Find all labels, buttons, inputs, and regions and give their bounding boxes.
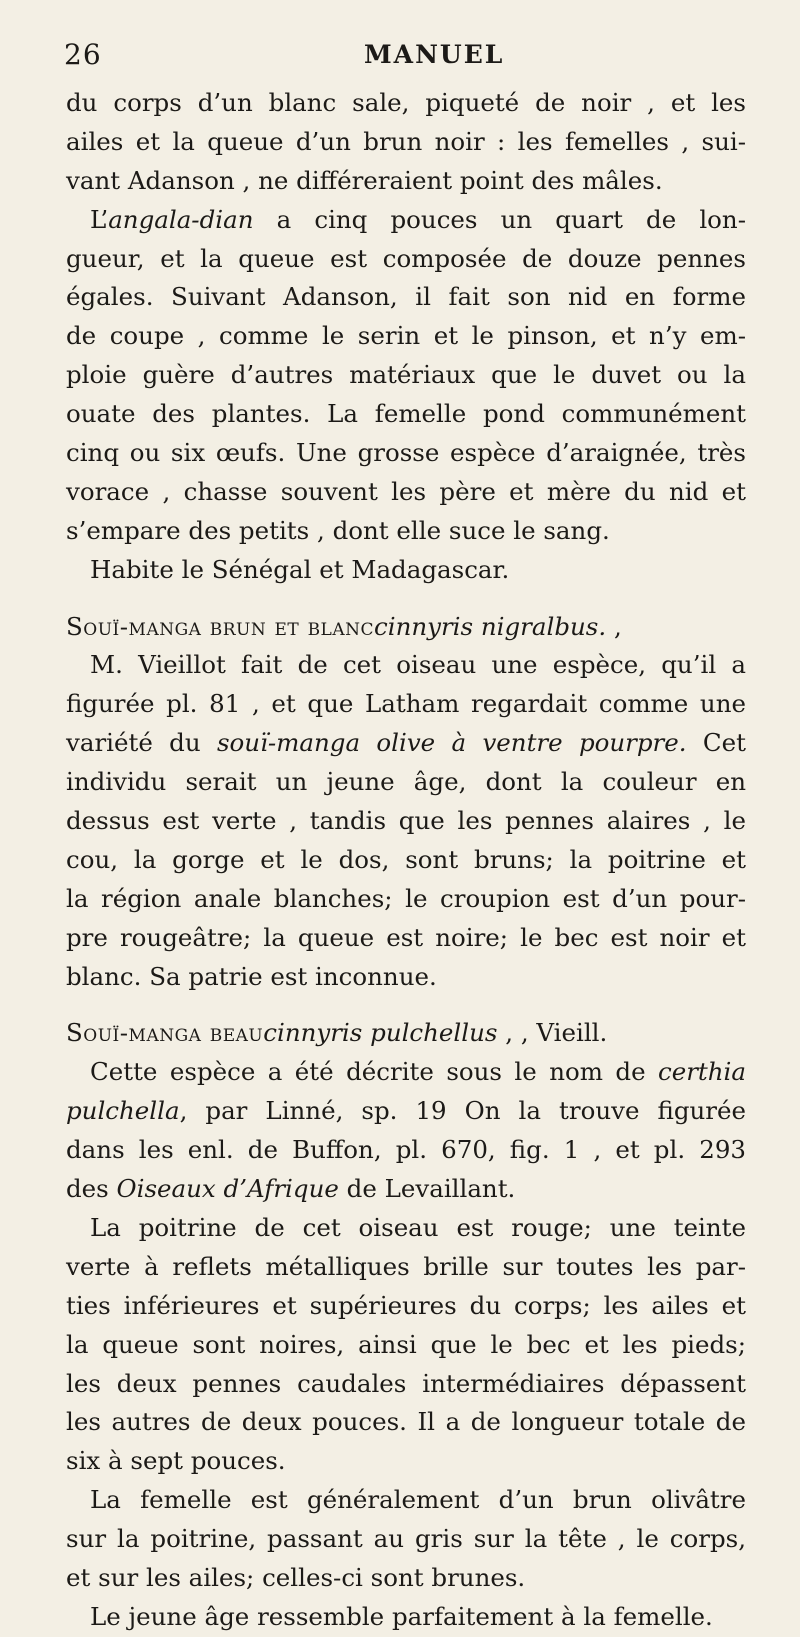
text-span: variété du <box>66 728 217 758</box>
text-line: sur la poitrine, passant au gris sur la tête , le corps, <box>66 1524 746 1554</box>
italic-name: souï-manga olive à ventre pourpre. <box>216 728 687 758</box>
text-line: ploie guère d’autres matériaux que le duvet ou la <box>66 360 746 390</box>
text-line: dessus est verte , tandis que les pennes alaires , le <box>66 806 746 836</box>
text-line: vorace , chasse souvent les père et mère du nid et <box>66 476 746 506</box>
text-line <box>66 1053 746 1092</box>
italic-name: pulchella <box>66 1096 180 1126</box>
text-line: égales. Suivant Adanson, il fait son nid en forme <box>66 282 746 312</box>
text-line <box>66 1092 746 1131</box>
text-span: , <box>497 1018 521 1048</box>
species-heading: Souï-manga beau <box>66 1018 264 1048</box>
text-span: de Levaillant. <box>338 1174 516 1204</box>
text-line: dans les enl. de Buffon, pl. 670, fig. 1 , et pl. 293 <box>66 1135 746 1165</box>
text-line <box>66 1170 746 1209</box>
text-line <box>66 724 746 763</box>
body-text <box>66 84 746 1637</box>
text-line: Le jeune âge ressemble parfaitement à la femelle. <box>90 1601 713 1631</box>
text-line: figurée pl. 81 , et que Latham regardait comme une <box>66 689 746 719</box>
text-line: pre rougeâtre; la queue est noire; le bec est noir et <box>66 922 746 952</box>
text-span: , <box>606 611 622 641</box>
text-span: , par Linné, sp. 19 On la trouve figurée <box>179 1096 746 1126</box>
text-line: M. Vieillot fait de cet oiseau une espèce, qu’il a <box>90 650 746 680</box>
text-line: les autres de deux pouces. Il a de longueur totale de <box>66 1407 746 1437</box>
italic-name: cinnyris pulchellus <box>263 1018 498 1048</box>
text-line: La femelle est généralement d’un brun olivâtre <box>90 1485 746 1515</box>
italic-name: Oiseaux d’Afrique <box>116 1174 339 1204</box>
text-line: s’empare des petits , dont elle suce le sang. <box>66 515 610 545</box>
page-number: 26 <box>64 38 102 71</box>
italic-name: angala-dian <box>108 204 254 234</box>
text-line: individu serait un jeune âge, dont la couleur en <box>66 767 746 797</box>
text-line: ailes et la queue d’un brun noir : les femelles , sui- <box>66 126 746 156</box>
text-span: , Vieill. <box>520 1018 608 1048</box>
text-line: ouate des plantes. La femelle pond communément <box>66 399 746 429</box>
text-line: La poitrine de cet oiseau est rouge; une teinte <box>90 1212 746 1242</box>
italic-name: cinnyris nigralbus. <box>374 611 607 641</box>
species-heading: Souï-manga brun et blanc <box>66 611 375 641</box>
text-line: gueur, et la queue est composée de douze pennes <box>66 243 746 273</box>
italic-name: certhia <box>658 1057 746 1087</box>
text-span: L’ <box>90 204 109 234</box>
text-line: cou, la gorge et le dos, sont bruns; la poitrine et <box>66 844 746 874</box>
text-span: Cette espèce a été décrite sous le nom de <box>90 1057 658 1087</box>
text-line: de coupe , comme le serin et le pinson, et n’y em- <box>66 321 746 351</box>
text-line: du corps d’un blanc sale, piqueté de noir , et les <box>66 88 746 117</box>
running-head: MANUEL <box>364 40 505 69</box>
page-header <box>64 38 730 78</box>
text-line: les deux pennes caudales intermédiaires dépassent <box>66 1368 746 1398</box>
text-span: des <box>66 1174 117 1204</box>
text-line <box>66 1014 746 1053</box>
text-span: Cet <box>686 728 746 758</box>
text-line: la région anale blanches; le croupion est d’un pour- <box>66 883 746 913</box>
text-line: verte à reflets métalliques brille sur toutes les par- <box>66 1251 746 1281</box>
text-line <box>66 608 746 647</box>
text-line: et sur les ailes; celles-ci sont brunes. <box>66 1562 526 1592</box>
text-line: vant Adanson , ne différeraient point des mâles. <box>66 165 663 195</box>
text-line: six à sept pouces. <box>66 1446 286 1476</box>
text-line <box>66 201 746 240</box>
text-line: blanc. Sa patrie est inconnue. <box>66 961 437 991</box>
text-line: cinq ou six œufs. Une grosse espèce d’araignée, très <box>66 438 746 468</box>
text-span: a cinq pouces un quart de lon- <box>253 204 746 234</box>
text-line: ties inférieures et supérieures du corps; les ailes et <box>66 1290 746 1320</box>
text-line: Habite le Sénégal et Madagascar. <box>90 554 510 584</box>
text-line: la queue sont noires, ainsi que le bec et les pieds; <box>66 1329 746 1359</box>
